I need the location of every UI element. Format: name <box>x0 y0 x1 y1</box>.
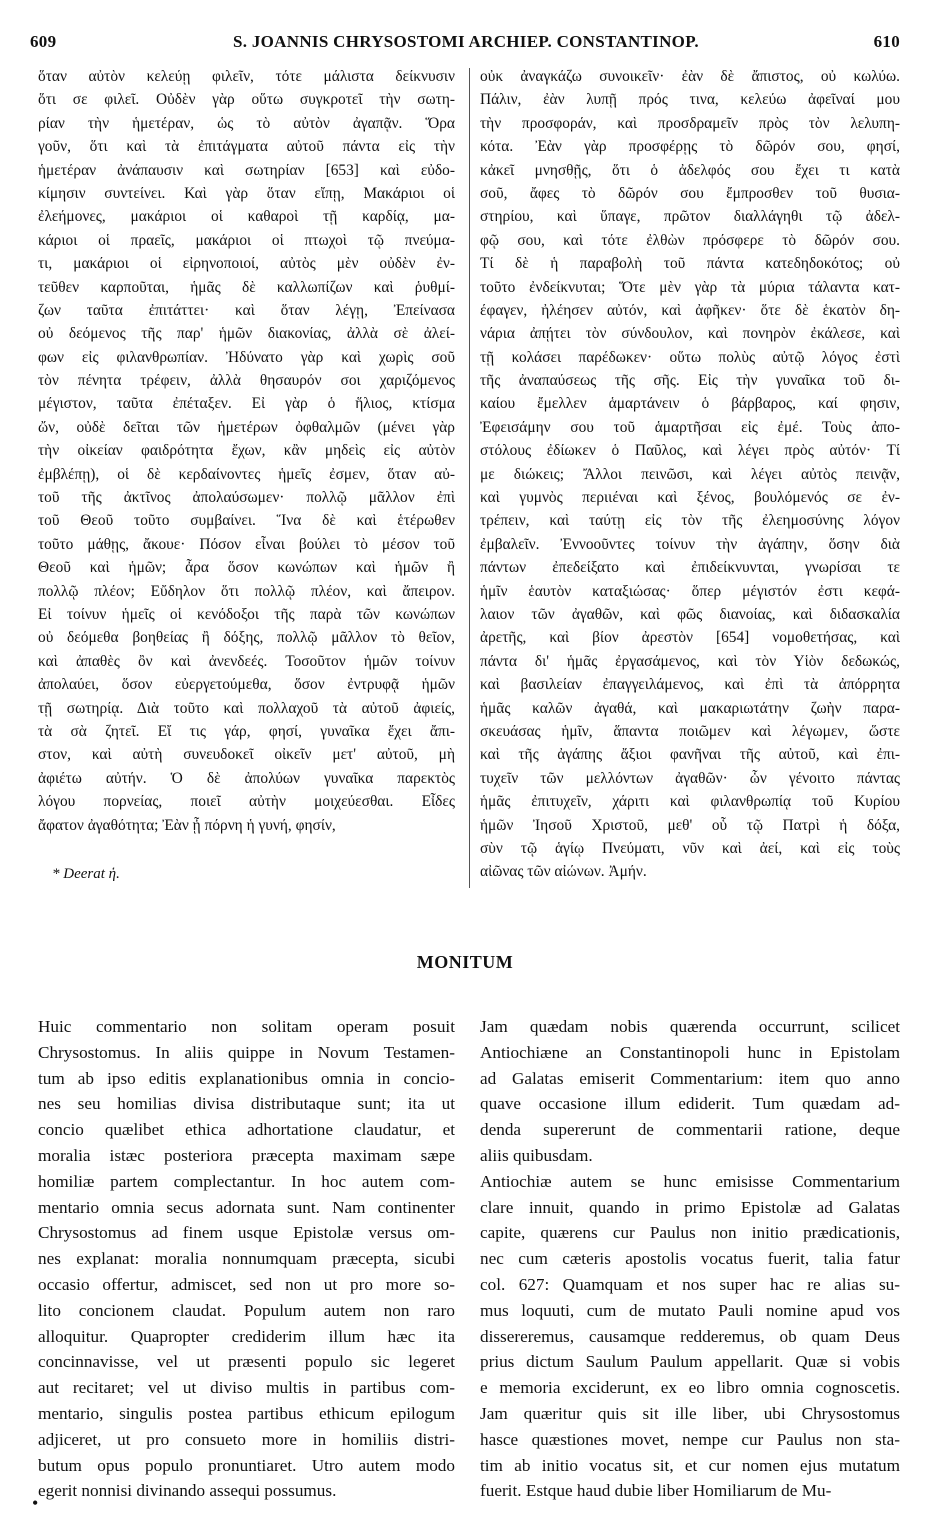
text-line: τυχεῖν τῶν μελλόντων ἀγαθῶν· ὧν γένοιτο πάντας <box>480 769 900 787</box>
text-line: Jam quædam nobis quærenda occurrunt, scilicet <box>480 1017 900 1036</box>
text-line: fuerit. Estque haud dubie liber Homiliarum de Mu- <box>480 1481 832 1501</box>
text-line: τὸν πένητα τρέφειν, ἀλλὰ θησαυρόν σοι χαριζόμενος <box>38 372 455 390</box>
text-line: σοῦ, ἄφες τὸ δῶρόν σου ἔμπροσθεν τοῦ θυσια- <box>480 184 900 202</box>
text-line: οὐ δεόμενος τῆς παρ' ἡμῶν διακονίας, ἀλλὰ σὲ ἀλεί- <box>38 325 455 343</box>
text-line: egerit nonnisi divinando assequi possumus. <box>38 1481 337 1501</box>
text-line: mentario, singulis postea partibus ethicum epilogum <box>38 1403 455 1423</box>
text-line: τεῦθεν καρποῦται, ἡμᾶς δὲ καλλωπίζων καὶ ῥυθμί- <box>38 278 455 296</box>
text-line: αἰῶνας τῶν αἰώνων. Ἀμήν. <box>480 863 647 881</box>
text-line: ἐλεήμονες, μακάριοι οἱ καθαροὶ τῇ καρδίᾳ, μα- <box>38 208 455 226</box>
text-line: capite, quærens cur Paulus non initio prædicationis, <box>480 1223 900 1243</box>
text-line: γοῦν, ὅτι καὶ τὰ ἐπιτάγματα αὐτοῦ πάντα εἰς τὴν <box>38 138 455 156</box>
text-line: aliis quibusdam. <box>480 1145 593 1165</box>
text-line: quave occasione illum ediderit. Tum quædam ad- <box>480 1094 900 1114</box>
text-line: τοῦ Θεοῦ τοῦτο συμβαίνει. Ἵνα δὲ καὶ ἑτέρωθεν <box>38 512 455 530</box>
text-line: concinnavisse, vel ut præsenti populo sic legeret <box>38 1352 455 1372</box>
greek-column-left <box>38 65 455 837</box>
section-title: MONITUM <box>416 952 514 972</box>
text-line: ἀπολαύει, ὅσον εὐεργετούμεθα, ὅσον ἐντρυφᾷ ἡμῶν <box>38 676 455 694</box>
text-line: ζων ταῦτα ἐπιτάττει· καὶ ὅταν λέγῃ, Ἐπείνασα <box>38 301 455 319</box>
text-line: ἡμετέραν ἀνάπαυσιν καὶ σωτηρίαν [653] καὶ εὐδο- <box>38 161 455 179</box>
text-line: ἀφιέτω αὐτήν. Ὁ δὲ ἀπολύων γυναῖκα παρεκτὸς <box>38 769 455 787</box>
text-line: Θεοῦ καὶ ἡμῶν; ἆρα ὅσον κωνώπων καὶ ἡμῶν ἢ <box>38 559 455 577</box>
text-line: πολλῷ πλέον; Εὔδηλον ὅτι πολλῷ πλέον, καὶ ἄπειρον. <box>38 582 455 600</box>
text-line: ἡμᾶς καλῶν ἀγαθά, καὶ μακαριωτάτην ζωὴν παρα- <box>480 699 900 717</box>
text-line: lito concionem claudat. Populum autem non raro <box>38 1300 455 1320</box>
text-line: λαιον τῶν ἀγαθῶν, καὶ φῶς διανοίας, καὶ διδασκαλία <box>480 605 900 623</box>
footnote: * Deerat ἡ. <box>52 866 120 882</box>
text-line: φῷ σου, καὶ τότε ἐλθὼν πρόσφερε τὸ δῶρόν σου. <box>480 231 900 249</box>
greek-column-right <box>480 65 900 884</box>
text-line: λόγου πορνείας, ποιεῖ αὐτὴν μοιχεύεσθαι. Εἶδες <box>38 793 455 811</box>
text-line: οὐκ ἀναγκάζω συνοικεῖν· ἐὰν δὲ ἄπιστος, οὐ κωλύω. <box>480 68 900 85</box>
text-line: ἀρετῆς, καὶ βίον ἀρεστὸν [654] νομοθετήσας, καὶ <box>480 629 900 647</box>
running-header <box>30 32 900 62</box>
text-line: καὶ γυμνὸς περιιέναι καὶ ξένος, βουλόμενός σε ἐν- <box>480 489 900 507</box>
latin-column-right <box>480 1014 900 1504</box>
text-line: Chrysostomus. In aliis quippe in Novum Testamen- <box>38 1042 455 1062</box>
text-line: φων εἰς φιλανθρωπίαν. Ἠδύνατο γὰρ καὶ χωρὶς σοῦ <box>38 348 455 366</box>
text-line: τῇ κολάσει παρέδωκεν· οὕτω πολὺς αὐτῷ λόγος ἐστὶ <box>480 348 900 366</box>
text-line: στηρίου, καὶ ὕπαγε, πρῶτον διαλλάγηθι τῷ ἀδελ- <box>480 208 900 226</box>
text-line: οὐ δεόμεθα βοηθείας ἢ δόξης, πολλῷ μᾶλλον τὸ θεῖον, <box>38 629 455 647</box>
text-line: Antiochiæ autem se hunc emisisse Commentarium <box>480 1171 900 1191</box>
text-line: tim ab initio vocatus sit, et cur nomen ejus mutatum <box>480 1455 900 1475</box>
text-line: ἐμβλέπῃ), οἱ δὲ κερδαίνοντες ἡμεῖς ἐσμεν, ὅταν αὐ- <box>38 465 455 483</box>
text-line: adjiceret, ut pro consueto more in homiliis distri- <box>38 1429 455 1449</box>
text-line: dissereremus, causamque redderemus, ob quam Deus <box>480 1326 900 1346</box>
text-line: τοῦτο μάθῃς, ἄκουε· Πόσον εἶναι βούλει τὸ μέσον τοῦ <box>38 535 455 553</box>
text-line: καὶ βασιλείαν ἐπαγγειλάμενος, καὶ ἐπὶ τὰ ἀπόρρητα <box>480 676 900 694</box>
text-line: nec cum cæteris apostolis vocatus fuerit, talia fatur <box>480 1249 900 1269</box>
text-line: ἡμῶν Ἰησοῦ Χριστοῦ, μεθ' οὗ τῷ Πατρὶ ἡ δόξα, <box>480 816 900 834</box>
text-line: ἐμβαλεῖν. Ἐννοοῦντες τοίνυν τὴν ἀγάπην, ὅσην διὰ <box>480 535 900 553</box>
text-line: hasce quæstiones movet, nempe cur Paulus non sta- <box>480 1429 900 1449</box>
text-line: νάρια ἀπῄτει τὸν σύνδουλον, καὶ πονηρὸν ἐκάλεσε, καὶ <box>480 325 900 343</box>
text-line: mentario omnia secus adornata sunt. Nam continenter <box>38 1197 455 1217</box>
text-line: πάντων ἐπεδείξατο καὶ ἐπιδείκνυνται, γνωρίσαι τε <box>480 559 900 577</box>
page-number-left: 609 <box>30 32 57 51</box>
text-line: Antiochiæne an Constantinopoli hunc in Epistolam <box>480 1042 900 1062</box>
text-line: moralia istæc posteriora præcepta maximam sæpe <box>38 1145 455 1165</box>
text-line: ρίαν τὴν ἡμετέραν, ὡς τὸ αὐτὸν ἀγαπᾷν. Ὅρα <box>38 114 455 132</box>
text-line: σκευάσας ἡμῖν, ἅπαντα ποιῶμεν καὶ λέγωμεν, ὥστε <box>480 722 900 740</box>
running-title: S. JOANNIS CHRYSOSTOMI ARCHIEP. CONSTANTINOP. <box>233 32 699 51</box>
latin-column-left <box>38 1014 455 1504</box>
text-line: κίμησιν συντείνει. Καὶ γὰρ ὅταν εἴπῃ, Μακάριοι οἱ <box>38 184 455 202</box>
text-line: κάριοι οἱ πραεῖς, μακάριοι οἱ πτωχοὶ τῷ πνεύμα- <box>38 231 455 249</box>
text-line: πάντα δι' ἡμᾶς ἐργασάμενος, καὶ τὸν Υἱὸν δεδωκώς, <box>480 652 900 670</box>
text-line: τῇ σωτηρίᾳ. Διὰ τοῦτο καὶ πολλαχοῦ τὰ αὐτοῦ ἀφιείς, <box>38 699 455 717</box>
text-line: κἀκεῖ μνησθῇς, ὅτι ὁ ἀδελφός σου ἔχει τι κατὰ <box>480 161 900 179</box>
text-line: Ἐφεισάμην σου τοῦ ἁμαρτῆσαι εἰς ἐμέ. Τοὺς ἀπο- <box>480 418 900 436</box>
text-line: tum ab ipso editis explanationibus omnia in concio- <box>38 1068 455 1088</box>
text-line: στόλους ἐδίωκεν ὁ Παῦλος, καὶ λέγει πρὸς αὐτόν· Τί <box>480 442 900 460</box>
page-number-right: 610 <box>873 32 900 51</box>
text-line: prius dictum Saulum Paulum appellarit. Quæ si vobis <box>480 1352 900 1372</box>
text-line: Πάλιν, ἐὰν λυπῇ πρός τινα, κελεύω ἀφεῖναί μου <box>480 91 900 109</box>
text-line: σὺν τῷ ἁγίῳ Πνεύματι, νῦν καὶ ἀεί, καὶ εἰς τοὺς <box>480 839 900 857</box>
text-line: ἡμῖν ἑαυτὸν καταξιώσας· ὅπερ μέγιστόν ἐστι κεφά- <box>480 582 900 600</box>
text-line: τὰ σὰ ζητεῖ. Εἴ τις γάρ, φησί, γυναῖκα ἔχει ἄπι- <box>38 722 455 740</box>
text-line: Chrysostomus ad finem usque Epistolæ versus om- <box>38 1223 455 1243</box>
text-line: τρέπειν, καὶ ταύτῃ εἰς τὸν τῆς ἐλεημοσύνης λόγον <box>480 512 900 530</box>
text-line: mus loquuti, cum de mutato Pauli nomine apud vos <box>480 1300 900 1320</box>
text-line: τι, μακάριοι οἱ εἰρηνοποιοί, αὐτὸς μὲν οὐδὲν ἐν- <box>38 255 455 273</box>
text-line: στον, καὶ αὐτὴ συνευδοκεῖ οἰκεῖν μετ' αὐτοῦ, μὴ <box>38 746 455 764</box>
text-line: τὴν οἰκείαν φαιδρότητα ἔχων, κἂν μηδεὶς εἰς αὐτὸν <box>38 442 455 460</box>
text-line: ἄφατον ἀγαθότητα; Ἐὰν ᾖ πόρνη ἡ γυνή, φησίν, <box>38 816 336 834</box>
text-line: Huic commentario non solitam operam posuit <box>38 1017 455 1036</box>
text-line: καὶ ἀπαθὲς ὂν καὶ ἀνενδεές. Τοσοῦτον ἡμῶν τοίνυν <box>38 652 455 670</box>
text-line: τοῦτο ἐνδείκνυται; Ὅτε μὲν γὰρ τὰ μύρια τάλαντα κατ- <box>480 278 900 296</box>
column-divider <box>469 68 470 888</box>
text-line: col. 627: Quamquam et nos super hac re alias su- <box>480 1274 900 1294</box>
text-line: τῆς ἀναπαύσεως τῆς σῆς. Εἰς τὴν γυναῖκα τοῦ δι- <box>480 372 900 390</box>
text-line: nes explanat: moralia nonnumquam præcepta, sicubi <box>38 1249 455 1269</box>
text-line: καὶ τῆς ἀγάπης ἄξιοι φανῆναι τῆς αὐτοῦ, καὶ ἐπι- <box>480 746 900 764</box>
text-line: denda supererunt de commentarii ratione, deque <box>480 1120 900 1140</box>
text-line: ὤν, οὐδὲ δεῖται τῶν ἡμετέρων ὀφθαλμῶν (μένει γὰρ <box>38 418 455 436</box>
text-line: alloquitur. Quapropter crediderim illum hæc ita <box>38 1326 455 1346</box>
text-line: τὴν προσφοράν, καὶ προσδραμεῖν πρὸς τὸν λελυπη- <box>480 114 900 132</box>
text-line: κότα. Ἐὰν γὰρ προσφέρῃς τὸ δῶρόν σου, φησί, <box>480 138 900 156</box>
text-line: aut recitaret; vel ut diviso multis in partibus com- <box>38 1378 455 1398</box>
text-line: butum opus populo pronuntiaret. Utro autem modo <box>38 1455 455 1475</box>
text-line: occasio offertur, admiscet, sed non ut pro more so- <box>38 1274 455 1294</box>
text-line: μέγιστον, ταῦτα ἐπέταξεν. Εἰ γὰρ ὁ ἥλιος, κτίσμα <box>38 395 455 413</box>
text-line: ὅτι σε φιλεῖ. Οὐδὲν γὰρ οὕτω συγκροτεῖ τὴν σωτη- <box>38 91 455 109</box>
text-line: Εἰ τοίνυν ἡμεῖς οἱ κενόδοξοι τῆς παρὰ τῶν κωνώπων <box>38 605 455 623</box>
text-line: concio quælibet ethica adhortatione claudatur, et <box>38 1120 455 1140</box>
text-line: clare innuit, quando in primo Epistolæ ad Galatas <box>480 1197 900 1217</box>
text-line: έφαγεν, ἠλέησεν αὐτόν, καὶ ἀφῆκεν· ὅτε δὲ ἑκατὸν δη- <box>480 301 900 319</box>
text-line: ἡμᾶς ἐπιτυχεῖν, χάριτι καὶ φιλανθρωπίᾳ τοῦ Κυρίου <box>480 793 900 811</box>
text-line: τοῦ τῆς ἀκτῖνος ἀπολαύσωμεν· πολλῷ μᾶλλον ἐπὶ <box>38 489 455 507</box>
text-line: Jam quæritur quis sit ille liber, ubi Chrysostomus <box>480 1403 900 1423</box>
text-line: ὅταν αὐτὸν κελεύῃ φιλεῖν, τότε μάλιστα δείκνυσιν <box>38 68 455 85</box>
text-line: homiliæ partem complectantur. In hoc autem com- <box>38 1171 455 1191</box>
text-line: e memoria exciderunt, ex eo libro omnia cognoscetis. <box>480 1378 900 1398</box>
text-line: nes seu homilias divisa distributaque sunt; ita ut <box>38 1094 455 1114</box>
text-line: καίου ἔμελλεν ἁμαρτάνειν ὁ βάρβαρος, καί φησιν, <box>480 395 900 413</box>
text-line: ad Galatas emiserit Commentarium: item quo anno <box>480 1068 900 1088</box>
bottom-mark: • <box>32 1493 39 1513</box>
text-line: με διώκεις; Ἄλλοι πεινῶσι, καὶ λέγει αὐτὸς πεινᾷν, <box>480 465 900 483</box>
text-line: Τί δὲ ἡ παραβολὴ τοῦ πάντα κατεδηδοκότος; οὐ <box>480 255 900 273</box>
